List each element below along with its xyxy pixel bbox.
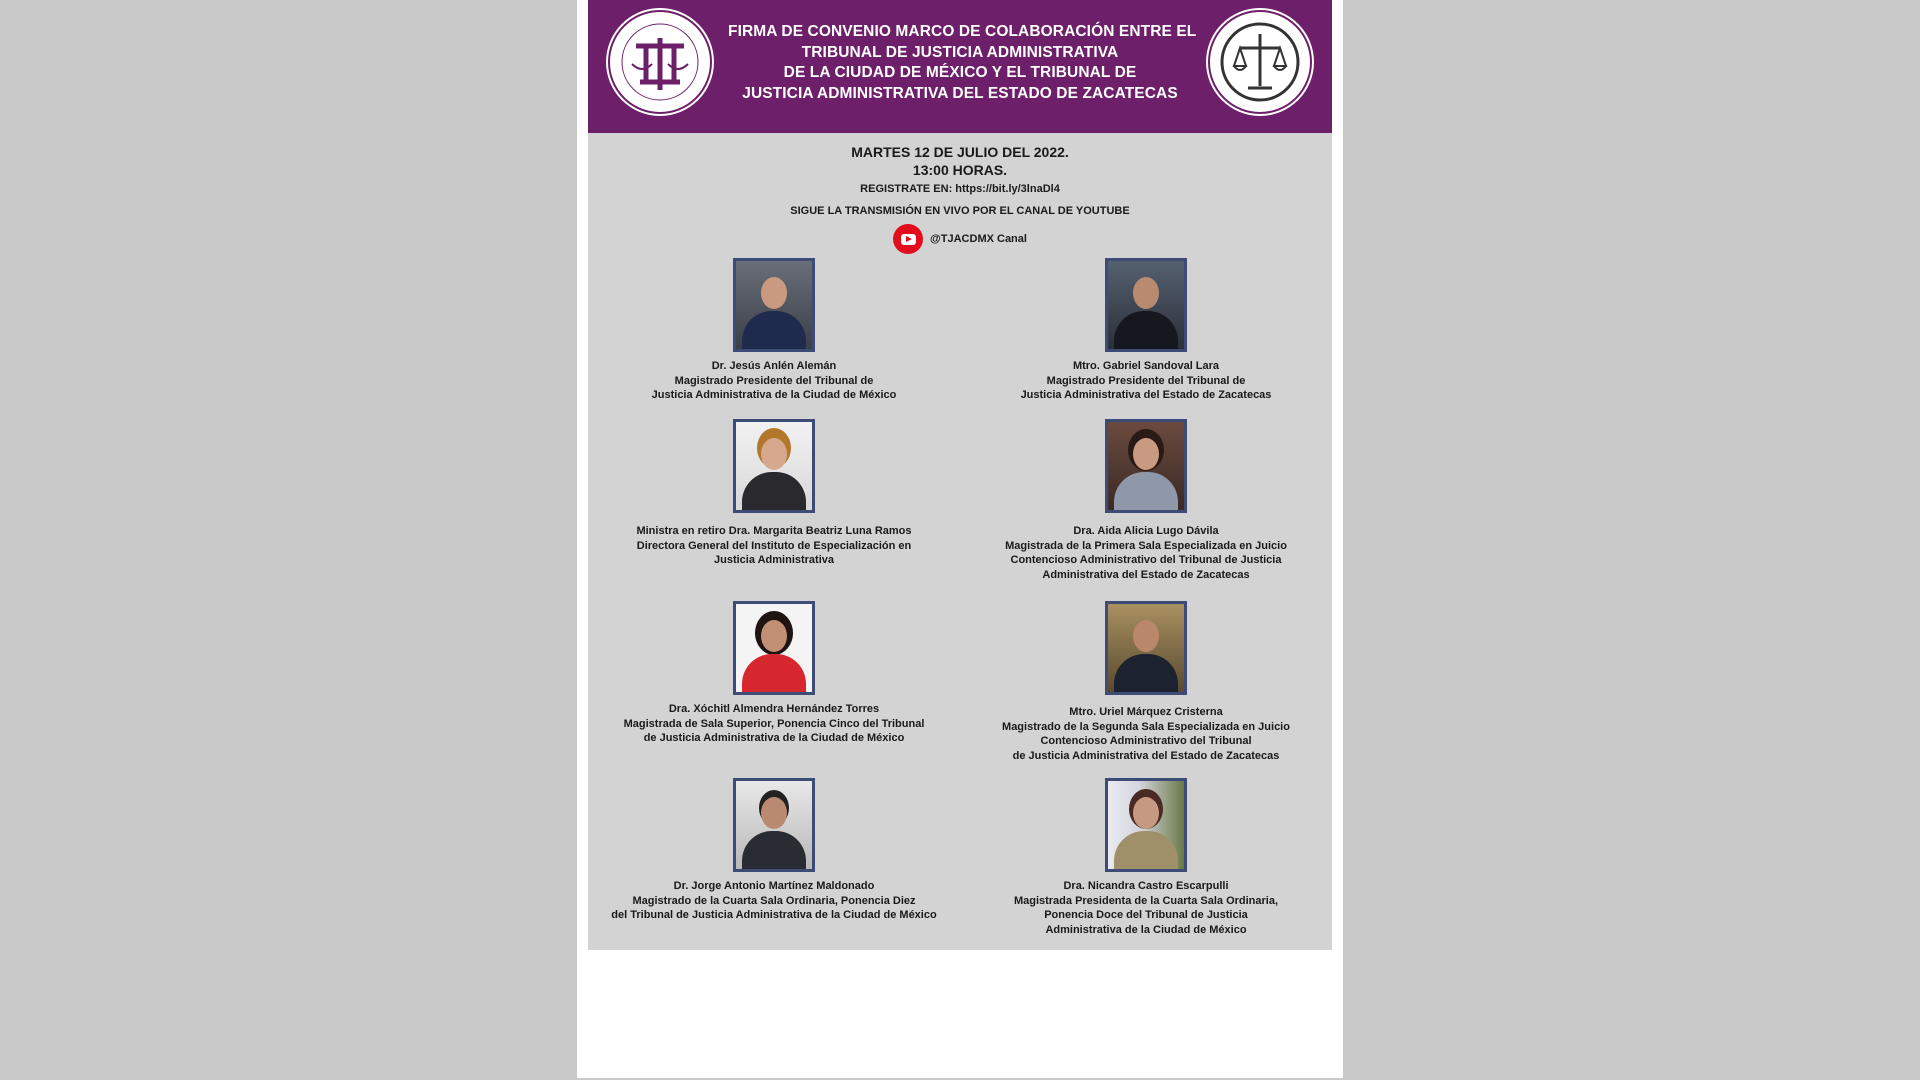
event-date-text: MARTES 12 DE JULIO DEL 2022. <box>851 144 1069 160</box>
youtube-icon <box>893 224 923 254</box>
speaker-title-line: Justicia Administrativa del Estado de Zacatecas <box>1020 389 1272 401</box>
speaker-title-line: de Justicia Administrativa del Estado de Zacatecas <box>1012 749 1280 762</box>
registration-text: REGISTRATE EN: https://bit.ly/3lnaDl4 <box>860 183 1060 195</box>
speaker-title-line: Administrativa del Estado de Zacatecas <box>1042 568 1250 581</box>
speaker-photo <box>733 601 815 695</box>
speaker-caption <box>588 879 960 923</box>
speaker-name: Mtro. Gabriel Sandoval Lara <box>1072 360 1220 372</box>
speaker-caption <box>960 879 1332 937</box>
speaker-caption <box>960 705 1332 763</box>
speaker-caption <box>588 702 960 746</box>
speaker-name: Dr. Jesús Anlén Alemán <box>711 360 837 372</box>
speaker-card <box>960 419 1332 582</box>
speaker-title-line: Directora General del Instituto de Especialización en <box>636 539 912 552</box>
speaker-caption <box>588 359 960 403</box>
speaker-card <box>960 258 1332 403</box>
speaker-name: Ministra en retiro Dra. Margarita Beatriz Luna Ramos <box>636 525 912 537</box>
speaker-photo <box>733 258 815 352</box>
document-page <box>577 0 1343 1078</box>
banner-title-line: FIRMA DE CONVENIO MARCO DE COLABORACIÓN ENTRE EL <box>728 23 1197 40</box>
speaker-caption <box>960 359 1332 403</box>
speaker-title-line: Magistrado de la Segunda Sala Especializada en Juicio <box>1002 720 1290 733</box>
speaker-name: Dra. Aida Alicia Lugo Dávila <box>1073 525 1219 537</box>
speaker-title-line: Administrativa de la Ciudad de México <box>1045 923 1247 936</box>
youtube-channel <box>588 224 1332 254</box>
speaker-photo <box>1105 601 1187 695</box>
speaker-title-line: Magistrado de la Cuarta Sala Ordinaria, Ponencia Diez <box>632 894 916 907</box>
speaker-card <box>588 258 960 403</box>
speaker-title-line: Contencioso Administrativo del Tribunal <box>1040 735 1252 747</box>
speaker-name: Dr. Jorge Antonio Martínez Maldonado <box>673 880 875 892</box>
tjacdmx-seal-logo <box>606 8 714 116</box>
youtube-channel-name: @TJACDMX Canal <box>930 233 1027 245</box>
speaker-title-line: Justicia Administrativa <box>713 554 835 566</box>
speaker-name: Dra. Xóchitl Almendra Hernández Torres <box>668 703 880 715</box>
speaker-title-line: Magistrada Presidenta de la Cuarta Sala Ordinaria, <box>1013 894 1279 907</box>
speaker-photo <box>733 419 815 513</box>
banner-title-line: JUSTICIA ADMINISTRATIVA DEL ESTADO DE ZACATECAS <box>742 84 1178 102</box>
speaker-card <box>960 778 1332 937</box>
event-time-text: 13:00 HORAS. <box>912 162 1008 178</box>
speaker-caption <box>960 524 1332 582</box>
speaker-title-line: Ponencia Doce del Tribunal de Justicia <box>1044 909 1248 921</box>
speaker-card <box>588 601 960 746</box>
speaker-title-line: Magistrado Presidente del Tribunal de <box>1046 374 1246 387</box>
speaker-title-line: Magistrado Presidente del Tribunal de <box>674 374 874 387</box>
speaker-title-line: de Justicia Administrativa de la Ciudad de México <box>643 732 905 744</box>
speaker-card <box>960 601 1332 763</box>
speaker-card <box>588 778 960 923</box>
speaker-name: Mtro. Uriel Márquez Cristerna <box>1069 706 1223 718</box>
speaker-title-line: Magistrada de la Primera Sala Especializada en Juicio <box>1005 539 1287 552</box>
banner-title <box>728 22 1197 104</box>
banner-title-line: DE LA CIUDAD DE MÉXICO Y EL TRIBUNAL DE <box>783 64 1137 81</box>
event-date <box>588 143 1332 179</box>
speaker-title-line: Contencioso Administrativo del Tribunal de Justicia <box>1010 554 1282 566</box>
event-poster <box>588 0 1332 950</box>
poster-banner <box>588 0 1332 133</box>
follow-live-text: SIGUE LA TRANSMISIÓN EN VIVO POR EL CANAL DE YOUTUBE <box>790 205 1130 217</box>
speaker-photo <box>1105 258 1187 352</box>
speaker-title-line: del Tribunal de Justicia Administrativa de la Ciudad de México <box>611 909 937 921</box>
banner-title-line: TRIBUNAL DE JUSTICIA ADMINISTRATIVA <box>801 43 1119 61</box>
speaker-photo <box>1105 419 1187 513</box>
speaker-title-line: Magistrada de Sala Superior, Ponencia Cinco del Tribunal <box>623 717 925 730</box>
tja-zacatecas-seal-logo <box>1206 8 1314 116</box>
speaker-photo <box>1105 778 1187 872</box>
speaker-name: Dra. Nicandra Castro Escarpulli <box>1063 880 1229 892</box>
speaker-card <box>588 419 960 568</box>
speaker-title-line: Justicia Administrativa de la Ciudad de México <box>651 389 897 401</box>
speaker-caption <box>588 524 960 568</box>
speaker-photo <box>733 778 815 872</box>
